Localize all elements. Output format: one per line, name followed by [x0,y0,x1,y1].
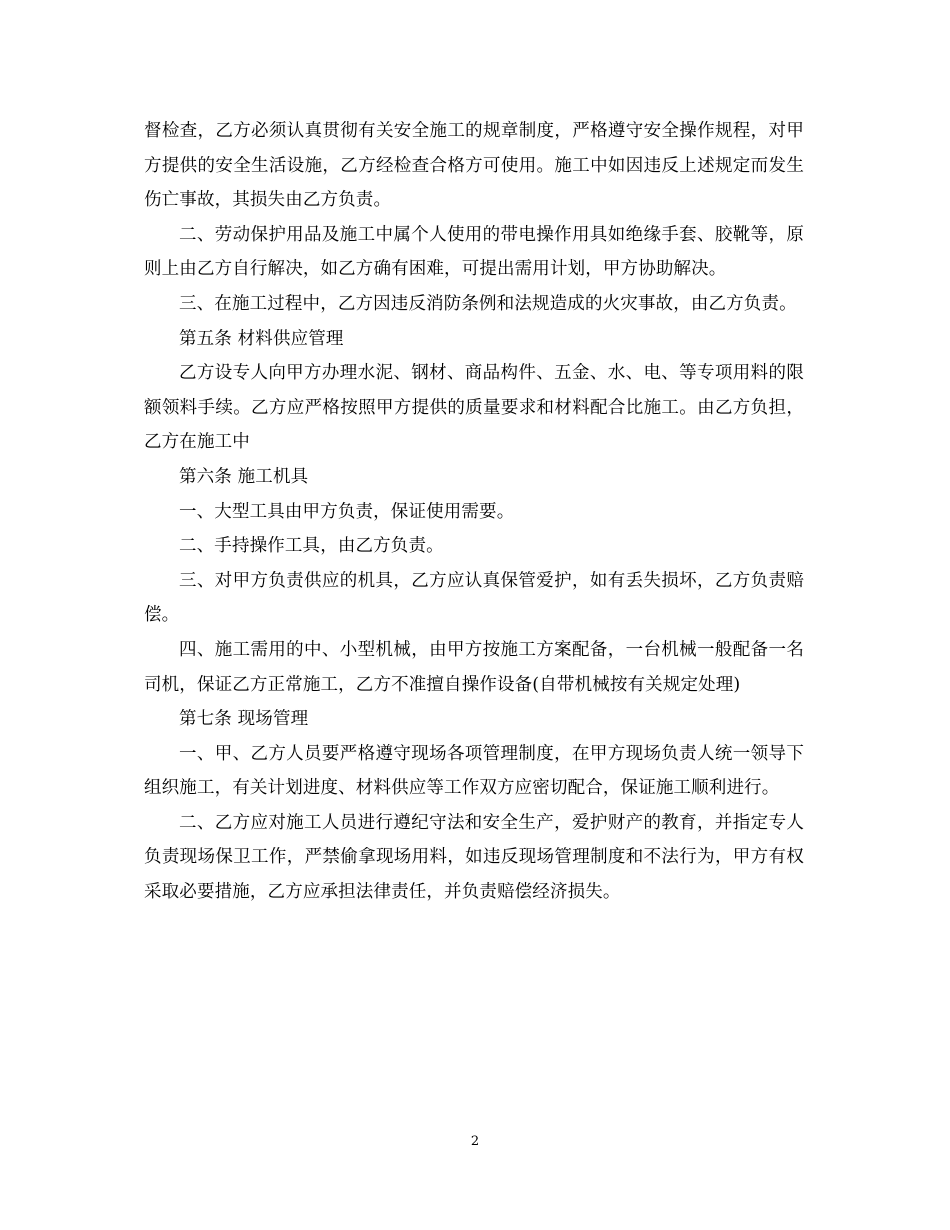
section-heading-article-7: 第七条 现场管理 [179,709,309,730]
paragraph-fire-accidents: 三、在施工过程中，乙方因违反消防条例和法规造成的火灾事故，由乙方负责。 [179,293,797,314]
section-heading-article-5: 第五条 材料供应管理 [179,328,344,349]
paragraph-hand-tools: 二、手持操作工具，由乙方负责。 [179,536,444,557]
paragraph-machinery: 四、施工需用的中、小型机械，由甲方按施工方案配备，一台机械一般配备一名司机，保证乙方正常施工，乙方不准擅自操作设备(自带机械按有关规定处理) [144,639,804,695]
page-number: 2 [470,1134,480,1149]
section-heading-article-6: 第六条 施工机具 [179,466,309,487]
paragraph-site-security: 二、乙方应对施工人员进行遵纪守法和安全生产，爱护财产的教育，并指定专人负责现场保卫工作，严禁偷拿现场用料，如违反现场管理制度和不法行为，甲方有权采取必要措施，乙方应承担法律责任，并负责赔偿经济损失。 [144,812,804,903]
paragraph-continuation-safety-inspection: 督检查，乙方必须认真贯彻有关安全施工的规章制度，严格遵守安全操作规程，对甲方提供的安全生活设施，乙方经检查合格方可使用。施工中如因违反上述规定而发生伤亡事故，其损失由乙方负责。 [144,121,804,211]
document-body [144,114,804,910]
paragraph-equipment-care: 三、对甲方负责供应的机具，乙方应认真保管爱护，如有丢失损坏，乙方负责赔偿。 [144,570,804,626]
paragraph-large-tools: 一、大型工具由甲方负责，保证使用需要。 [179,501,515,522]
paragraph-site-rules: 一、甲、乙方人员要严格遵守现场各项管理制度，在甲方现场负责人统一领导下组织施工，有关计划进度、材料供应等工作双方应密切配合，保证施工顺利进行。 [144,743,804,799]
paragraph-material-supply: 乙方设专人向甲方办理水泥、钢材、商品构件、五金、水、电、等专项用料的限额领料手续。乙方应严格按照甲方提供的质量要求和材料配合比施工。由乙方负担，乙方在施工中 [144,363,804,453]
paragraph-labor-protection: 二、劳动保护用品及施工中属个人使用的带电操作用具如绝缘手套、胶靴等，原则上由乙方自行解决，如乙方确有困难，可提出需用计划，甲方协助解决。 [144,224,804,280]
